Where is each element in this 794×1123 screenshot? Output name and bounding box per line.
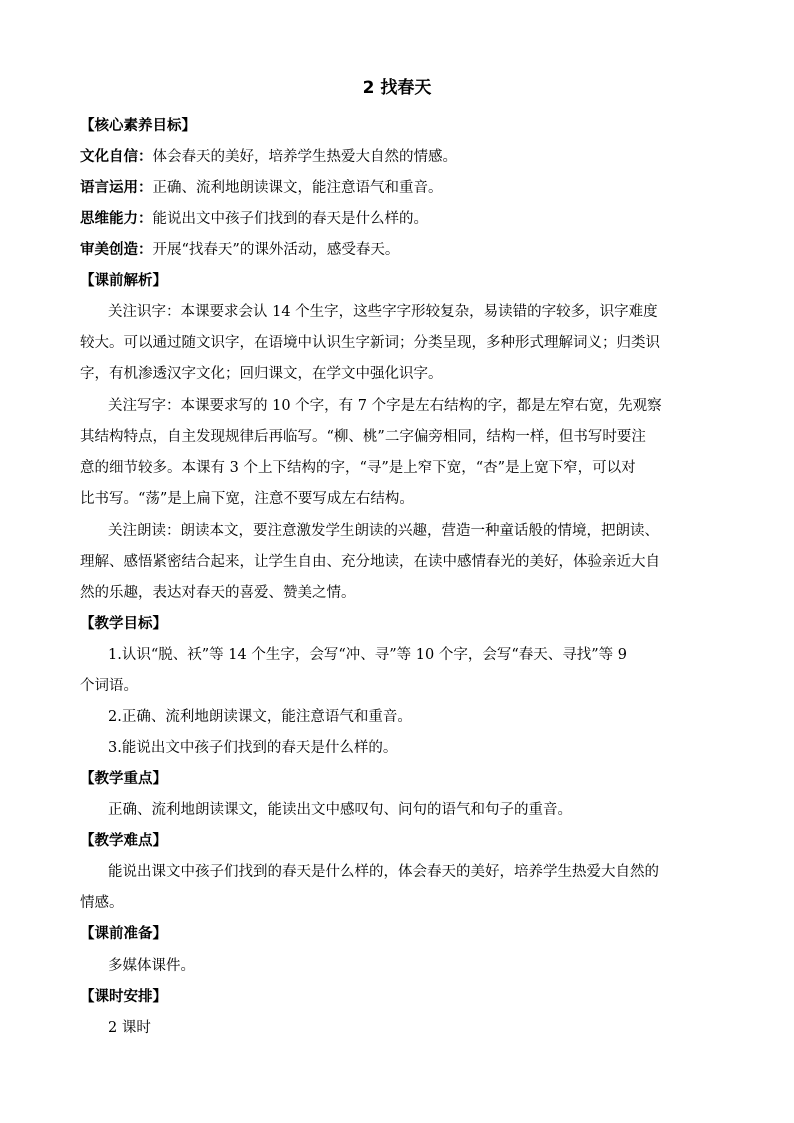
core-goal-label: 语言运用： — [80, 180, 153, 196]
paragraph-line: 然的乐趣，表达对春天的喜爱、赞美之情。 — [80, 585, 356, 601]
goal-line: 2.正确、流利地朗读课文，能注意语气和重音。 — [108, 709, 412, 725]
core-goal-text: 开展“找春天”的课外活动，感受春天。 — [152, 242, 400, 258]
section-heading-analysis: 【课前解析】 — [80, 273, 167, 289]
core-goal-text: 正确、流利地朗读课文，能注意语气和重音。 — [152, 180, 443, 196]
paragraph-line: 理解、感悟紧密结合起来，让学生自由、充分地读，在读中感情春光的美好，体验亲近大自 — [80, 554, 660, 570]
section-heading-core-goals: 【核心素养目标】 — [80, 118, 196, 134]
schedule-line: 2 课时 — [108, 1020, 151, 1036]
paragraph-line: 其结构特点，自主发现规律后再临写。“柳、桃”二字偏旁相同，结构一样，但书写时要注 — [80, 429, 646, 445]
section-heading-teaching-goals: 【教学目标】 — [80, 616, 167, 632]
goal-line: 1.认识“脱、袄”等 14 个生字，会写“冲、寻”等 10 个字，会写“春天、寻找”等 9 — [108, 647, 627, 663]
paragraph-line: 较大。可以通过随文识字，在语境中认识生字新词；分类呈现，多种形式理解词义；归类识 — [80, 335, 660, 351]
difficulty-line: 能说出课文中孩子们找到的春天是什么样的，体会春天的美好，培养学生热爱大自然的 — [108, 864, 659, 880]
goal-line: 个词语。 — [80, 678, 138, 694]
paragraph-line: 关注写字：本课要求写的 10 个字，有 7 个字是左右结构的字，都是左窄右宽，先观察 — [108, 398, 662, 414]
goal-line: 3.能说出文中孩子们找到的春天是什么样的。 — [108, 740, 398, 756]
difficulty-line: 情感。 — [80, 895, 124, 911]
key-point-line: 正确、流利地朗读课文，能读出文中感叹句、问句的语气和句子的重音。 — [108, 802, 572, 818]
section-heading-preparation: 【课前准备】 — [80, 926, 167, 942]
page-title: 2 找春天 — [362, 78, 432, 98]
core-goal-label: 思维能力： — [80, 211, 153, 227]
paragraph-line: 关注朗读：朗读本文，要注意激发学生朗读的兴趣，营造一种童话般的情境，把朗读、 — [108, 523, 659, 539]
core-goal-label: 审美创造： — [80, 242, 153, 258]
paragraph-line: 关注识字：本课要求会认 14 个生字，这些字字形较复杂，易读错的字较多，识字难度 — [108, 304, 658, 320]
paragraph-line: 意的细节较多。本课有 3 个上下结构的字，“寻”是上窄下宽，“杏”是上宽下窄，可以对 — [80, 460, 636, 476]
core-goal-label: 文化自信： — [80, 149, 153, 165]
preparation-line: 多媒体课件。 — [108, 958, 195, 974]
section-heading-schedule: 【课时安排】 — [80, 989, 167, 1005]
core-goal-text: 体会春天的美好，培养学生热爱大自然的情感。 — [152, 149, 457, 165]
core-goal-item — [80, 178, 720, 198]
paragraph-line: 字，有机渗透汉字文化；回归课文，在学文中强化识字。 — [80, 366, 443, 382]
core-goal-item — [80, 147, 720, 167]
section-heading-key-points: 【教学重点】 — [80, 771, 167, 787]
section-heading-difficulties: 【教学难点】 — [80, 833, 167, 849]
paragraph-line: 比书写。“荡”是上扁下宽，注意不要写成左右结构。 — [80, 491, 414, 507]
core-goal-text: 能说出文中孩子们找到的春天是什么样的。 — [152, 211, 428, 227]
core-goal-item — [80, 209, 720, 229]
core-goal-item — [80, 240, 720, 260]
